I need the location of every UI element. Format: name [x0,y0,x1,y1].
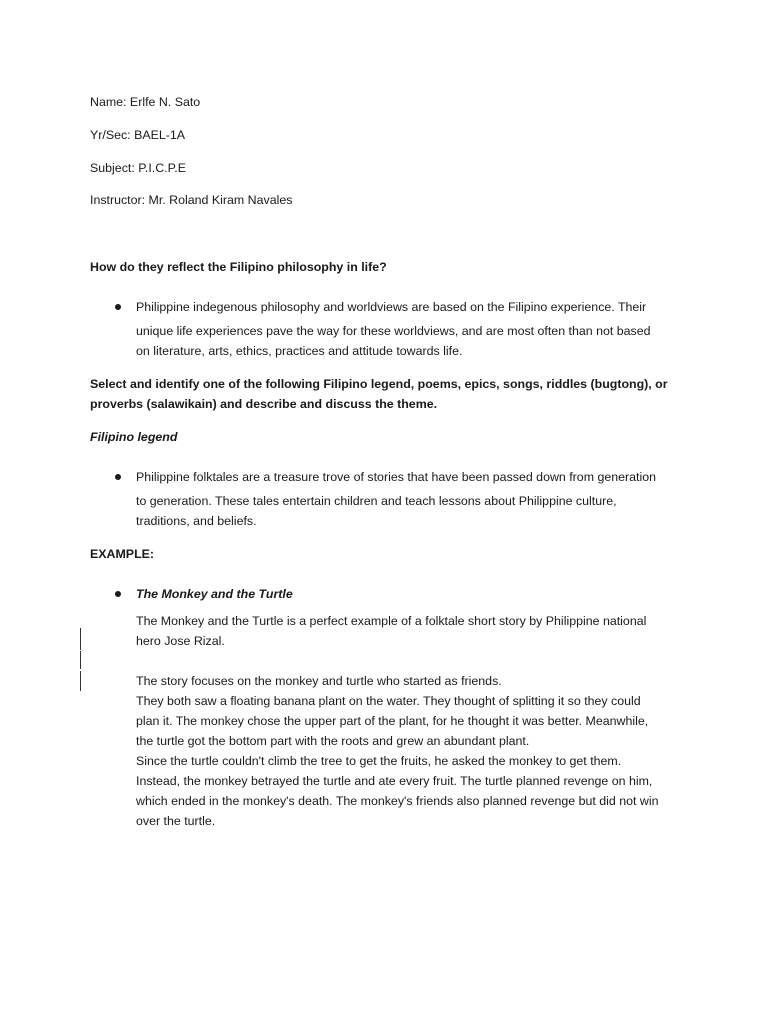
bullet-icon [115,474,121,480]
student-name: Name: Erlfe N. Sato [90,95,201,109]
instructor: Instructor: Mr. Roland Kiram Navales [90,193,293,207]
story-title: The Monkey and the Turtle [136,587,293,601]
paragraph-line: The story focuses on the monkey and turtle who started as friends. [136,674,502,688]
example-label: EXAMPLE: [90,547,155,561]
paragraph-line: unique life experiences pave the way for these worldviews, and are most often than not based [136,324,651,338]
paragraph-line: over the turtle. [136,814,216,828]
paragraph-line: traditions, and beliefs. [136,514,257,528]
year-section: Yr/Sec: BAEL-1A [90,128,186,142]
paragraph-line: Since the turtle couldn't climb the tree to get the fruits, he asked the monkey to get them. [136,754,622,768]
paragraph-line: to generation. These tales entertain children and teach lessons about Philippine culture, [136,494,617,508]
paragraph-line: plan it. The monkey chose the upper part of the plant, for he thought it was better. Meanwhile, [136,714,649,728]
bullet-icon [115,591,121,597]
subject: Subject: P.I.C.P.E [90,161,186,175]
paragraph-line: Philippine indegenous philosophy and worldviews are based on the Filipino experience. Their [136,300,647,314]
paragraph-line: They both saw a floating banana plant on the water. They thought of splitting it so they could [136,694,641,708]
paragraph-line: Philippine folktales are a treasure trove of stories that have been passed down from generation [136,470,657,484]
paragraph-line: The Monkey and the Turtle is a perfect example of a folktale short story by Philippine national [136,614,647,628]
paragraph-line: the turtle got the bottom part with the roots and grew an abundant plant. [136,734,530,748]
question-heading: How do they reflect the Filipino philosophy in life? [90,260,387,274]
revision-mark [80,651,81,669]
paragraph-line: hero Jose Rizal. [136,634,225,648]
revision-mark [80,628,81,650]
paragraph-line: which ended in the monkey's death. The monkey's friends also planned revenge but did not win [136,794,659,808]
section-heading: Filipino legend [90,430,178,444]
paragraph-line: Instead, the monkey betrayed the turtle and ate every fruit. The turtle planned revenge on him, [136,774,653,788]
paragraph-line: on literature, arts, ethics, practices and attitude towards life. [136,344,463,358]
instruction-heading: proverbs (salawikain) and describe and discuss the theme. [90,397,438,411]
bullet-icon [115,304,121,310]
instruction-heading: Select and identify one of the following Filipino legend, poems, epics, songs, riddles (bugtong), or [90,377,668,391]
revision-mark [80,671,81,691]
